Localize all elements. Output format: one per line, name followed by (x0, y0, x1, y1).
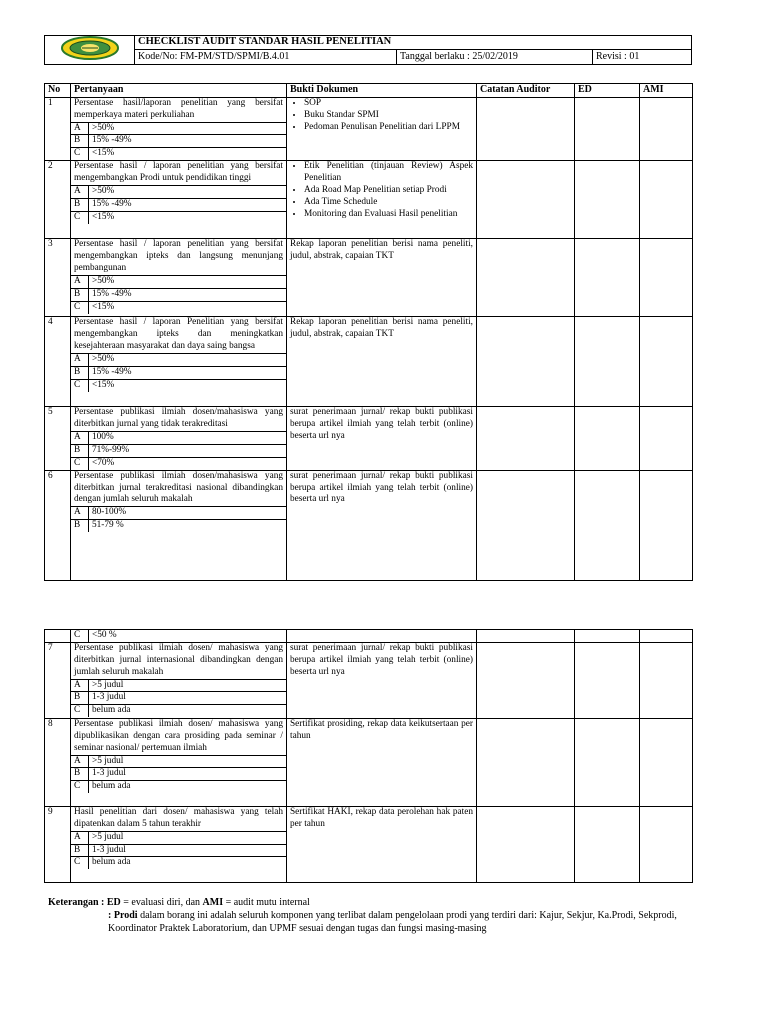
row-question (71, 239, 287, 317)
question-text: Persentase hasil / laporan penelitian yang bersifat mengembangkan Prodi untuk pendidikan tinggi (74, 161, 283, 184)
option-letter: B (71, 445, 89, 457)
option-value: 15% -49% (92, 135, 132, 146)
bukti-text: surat penerimaan jurnal/ rekap bukti publikasi berupa artikel ilmiah yang telah terbit (online) beserta url nya (290, 470, 473, 505)
option-value: 15% -49% (92, 288, 132, 299)
option-letter: B (71, 199, 89, 211)
row-question (71, 407, 287, 470)
option (71, 198, 286, 211)
row-catatan (477, 642, 575, 718)
row-bukti (287, 806, 477, 882)
row-bukti (287, 407, 477, 470)
question-text: Persentase hasil/laporan penelitian yang bersifat memperkaya materi perkuliahan (74, 97, 283, 120)
row-bukti (287, 718, 477, 806)
option-letter: C (71, 380, 89, 392)
option-value: >50% (92, 353, 115, 364)
option-value: 1-3 judul (92, 768, 126, 779)
footnote-label: Keterangan : (48, 897, 105, 908)
revision: Revisi : 01 (593, 50, 692, 65)
option-value: >5 judul (92, 679, 124, 690)
table-row (45, 97, 693, 160)
bukti-text: Sertifikat prosiding, rekap data keikutsertaan per tahun (290, 718, 473, 741)
row-question (71, 470, 287, 580)
option (71, 630, 286, 642)
row-no: 5 (45, 407, 71, 470)
option-value: belum ada (92, 781, 131, 792)
table-row (45, 642, 693, 718)
option-value: 1-3 judul (92, 692, 126, 703)
ami-text: = audit mutu internal (223, 897, 310, 908)
option (71, 780, 286, 793)
option (71, 147, 286, 160)
option (71, 301, 286, 314)
option-letter: B (71, 845, 89, 857)
option-value: <15% (92, 148, 115, 159)
option-letter: B (71, 692, 89, 704)
option (71, 519, 286, 532)
col-bukti: Bukti Dokumen (287, 84, 477, 98)
footnote-line-1 (48, 896, 698, 909)
row-ami (640, 317, 693, 407)
row-no: 9 (45, 806, 71, 882)
option-letter: A (71, 123, 89, 135)
option-value: 1-3 judul (92, 844, 126, 855)
option-letter: B (71, 520, 89, 532)
bukti-item: • Pedoman Penulisan Penelitian dari LPPM (304, 122, 473, 134)
row-catatan (477, 97, 575, 160)
option-value: <50 % (92, 630, 117, 640)
row-catatan (477, 630, 575, 643)
row-question (71, 630, 287, 643)
bukti-list (290, 98, 473, 134)
checklist-table-1 (44, 83, 693, 581)
option-letter: A (71, 276, 89, 288)
row-bukti (287, 470, 477, 580)
option (71, 844, 286, 857)
option (71, 379, 286, 392)
option-value: 71%-99% (92, 444, 130, 455)
option (71, 366, 286, 379)
row-ami (640, 718, 693, 806)
option-letter: C (71, 212, 89, 224)
question-text: Persentase publikasi ilmiah dosen/mahasiswa yang diterbitkan jurnal terakreditasi nasional dibandingkan dengan jumlah seluruh makalah (74, 470, 283, 505)
row-ed (575, 161, 640, 239)
row-question (71, 161, 287, 239)
col-ed: ED (575, 84, 640, 98)
institution-logo-icon (60, 36, 120, 60)
option-value: >50% (92, 186, 115, 197)
row-ed (575, 317, 640, 407)
bukti-text: Sertifikat HAKI, rekap data perolehan hak paten per tahun (290, 806, 473, 829)
row-catatan (477, 407, 575, 470)
table-row (45, 317, 693, 407)
row-no: 4 (45, 317, 71, 407)
row-catatan (477, 161, 575, 239)
bukti-item: • Ada Road Map Penelitian setiap Prodi (304, 185, 473, 197)
option-letter: C (71, 705, 89, 717)
row-catatan (477, 317, 575, 407)
table-row (45, 161, 693, 239)
checklist-table-2 (44, 629, 693, 883)
row-question (71, 642, 287, 718)
row-no (45, 630, 71, 643)
bukti-item: • Ada Time Schedule (304, 197, 473, 209)
prodi-prefix: : (108, 910, 114, 921)
row-bukti (287, 161, 477, 239)
row-ed (575, 470, 640, 580)
footnote-line-2 (48, 909, 698, 935)
row-ami (640, 470, 693, 580)
option-letter: A (71, 680, 89, 692)
bukti-item: • Etik Penelitian (tinjauan Review) Aspek Penelitian (304, 161, 473, 185)
bukti-text: Rekap laporan penelitian berisi nama peneliti, judul, abstrak, capaian TKT (290, 239, 473, 262)
bukti-item: • SOP (304, 98, 473, 110)
bukti-text: Rekap laporan penelitian berisi nama peneliti, judul, abstrak, capaian TKT (290, 317, 473, 340)
row-no: 3 (45, 239, 71, 317)
row-ami (640, 97, 693, 160)
row-bukti (287, 630, 477, 643)
option-value: >50% (92, 122, 115, 133)
row-bukti (287, 642, 477, 718)
document-code: Kode/No: FM-PM/STD/SPMI/B.4.01 (135, 50, 397, 65)
option-letter: C (71, 148, 89, 160)
option (71, 856, 286, 869)
bukti-text: surat penerimaan jurnal/ rekap bukti publikasi berupa artikel ilmiah yang telah terbit (online) beserta url nya (290, 407, 473, 442)
bukti-list (290, 161, 473, 220)
option (71, 691, 286, 704)
option-value: <15% (92, 379, 115, 390)
option (71, 444, 286, 457)
option-letter: C (71, 857, 89, 869)
option-value: 51-79 % (92, 520, 124, 531)
row-question (71, 317, 287, 407)
bukti-item: • Buku Standar SPMI (304, 110, 473, 122)
option (71, 288, 286, 301)
option-letter: B (71, 289, 89, 301)
question-text: Persentase publikasi ilmiah dosen/ mahasiswa yang dipublikasikan dengan cara prosiding pada seminar / seminar nasional/ pertemuan ilmiah (74, 718, 283, 753)
row-no: 7 (45, 642, 71, 718)
row-ed (575, 97, 640, 160)
option-value: >5 judul (92, 755, 124, 766)
table-row (45, 806, 693, 882)
row-bukti (287, 317, 477, 407)
ed-key: ED (106, 897, 121, 908)
row-ed (575, 718, 640, 806)
question-text: Persentase publikasi ilmiah dosen/ mahasiswa yang diterbitkan jurnal internasional dibandingkan dengan jumlah seluruh makalah (74, 642, 283, 677)
col-catatan: Catatan Auditor (477, 84, 575, 98)
row-bukti (287, 97, 477, 160)
option-letter: A (71, 756, 89, 768)
option-value: belum ada (92, 857, 131, 868)
row-ed (575, 407, 640, 470)
table-row (45, 407, 693, 470)
prodi-key: Prodi (113, 910, 138, 921)
row-question (71, 718, 287, 806)
option-value: <15% (92, 211, 115, 222)
option-value: belum ada (92, 705, 131, 716)
row-no: 1 (45, 97, 71, 160)
option-letter: C (71, 302, 89, 314)
option-letter: A (71, 832, 89, 844)
option-value: 80-100% (92, 507, 127, 518)
col-no: No (45, 84, 71, 98)
option (71, 679, 286, 692)
option-value: <70% (92, 457, 115, 468)
question-text: Persentase publikasi ilmiah dosen/mahasiswa yang diterbitkan jurnal yang tidak terakreditasi (74, 407, 283, 430)
option-letter: A (71, 432, 89, 444)
ed-text: = evaluasi diri, dan (120, 897, 203, 908)
col-pertanyaan: Pertanyaan (71, 84, 287, 98)
option-letter: B (71, 768, 89, 780)
row-ami (640, 630, 693, 643)
option-value: >50% (92, 275, 115, 286)
option (71, 831, 286, 844)
option (71, 457, 286, 470)
row-no: 8 (45, 718, 71, 806)
document-title: CHECKLIST AUDIT STANDAR HASIL PENELITIAN (135, 36, 692, 50)
option-value: 15% -49% (92, 198, 132, 209)
row-ami (640, 239, 693, 317)
option-value: 15% -49% (92, 366, 132, 377)
row-catatan (477, 470, 575, 580)
table-row (45, 239, 693, 317)
table-row-continuation (45, 630, 693, 643)
row-ed (575, 642, 640, 718)
option-letter: C (71, 630, 89, 642)
table-row (45, 470, 693, 580)
row-no: 2 (45, 161, 71, 239)
row-no: 6 (45, 470, 71, 580)
prodi-text: dalam borang ini adalah seluruh komponen yang terlibat dalam pengelolaan prodi yang terdiri dari: Kajur, Sekjur, Ka.Prodi, Sekprodi, Koordinator Praktek Laboratorium, dan UPMF sesuai dengan tugas dan fungsi masing-masing (108, 910, 677, 934)
footnote (48, 896, 698, 935)
option-letter: B (71, 367, 89, 379)
row-bukti (287, 239, 477, 317)
row-catatan (477, 718, 575, 806)
row-question (71, 97, 287, 160)
option-value: 100% (92, 432, 114, 443)
logo-cell (45, 36, 135, 65)
row-ami (640, 806, 693, 882)
option-letter: C (71, 458, 89, 470)
bukti-text: surat penerimaan jurnal/ rekap bukti publikasi berupa artikel ilmiah yang telah terbit (online) beserta url nya (290, 642, 473, 677)
option (71, 506, 286, 519)
option-value: <15% (92, 301, 115, 312)
option (71, 431, 286, 444)
option (71, 122, 286, 135)
option-letter: A (71, 186, 89, 198)
row-catatan (477, 806, 575, 882)
row-question (71, 806, 287, 882)
effective-date: Tanggal berlaku : 25/02/2019 (397, 50, 593, 65)
row-ami (640, 407, 693, 470)
option (71, 134, 286, 147)
option (71, 185, 286, 198)
option-letter: A (71, 507, 89, 519)
option (71, 767, 286, 780)
question-text: Persentase hasil / laporan Penelitian yang bersifat mengembangkan ipteks dan meningkatkan kesejahteraan masyarakat dan daya saing bangsa (74, 317, 283, 352)
option (71, 704, 286, 717)
option (71, 353, 286, 366)
question-text: Persentase hasil / laporan penelitian yang bersifat mengembangkan ipteks dan langsung menunjang pembangunan (74, 239, 283, 274)
document-header (44, 35, 692, 65)
row-catatan (477, 239, 575, 317)
row-ed (575, 806, 640, 882)
question-text: Hasil penelitian dari dosen/ mahasiswa yang telah dipatenkan dalam 5 tahun terakhir (74, 806, 283, 829)
option (71, 211, 286, 224)
bukti-item: • Monitoring dan Evaluasi Hasil penelitian (304, 209, 473, 221)
col-ami: AMI (640, 84, 693, 98)
table-row (45, 718, 693, 806)
row-ami (640, 642, 693, 718)
option-letter: B (71, 135, 89, 147)
option-value: >5 judul (92, 831, 124, 842)
ami-key: AMI (202, 897, 224, 908)
row-ed (575, 239, 640, 317)
option-letter: A (71, 354, 89, 366)
row-ed (575, 630, 640, 643)
row-ami (640, 161, 693, 239)
option-letter: C (71, 781, 89, 793)
option (71, 755, 286, 768)
option (71, 275, 286, 288)
